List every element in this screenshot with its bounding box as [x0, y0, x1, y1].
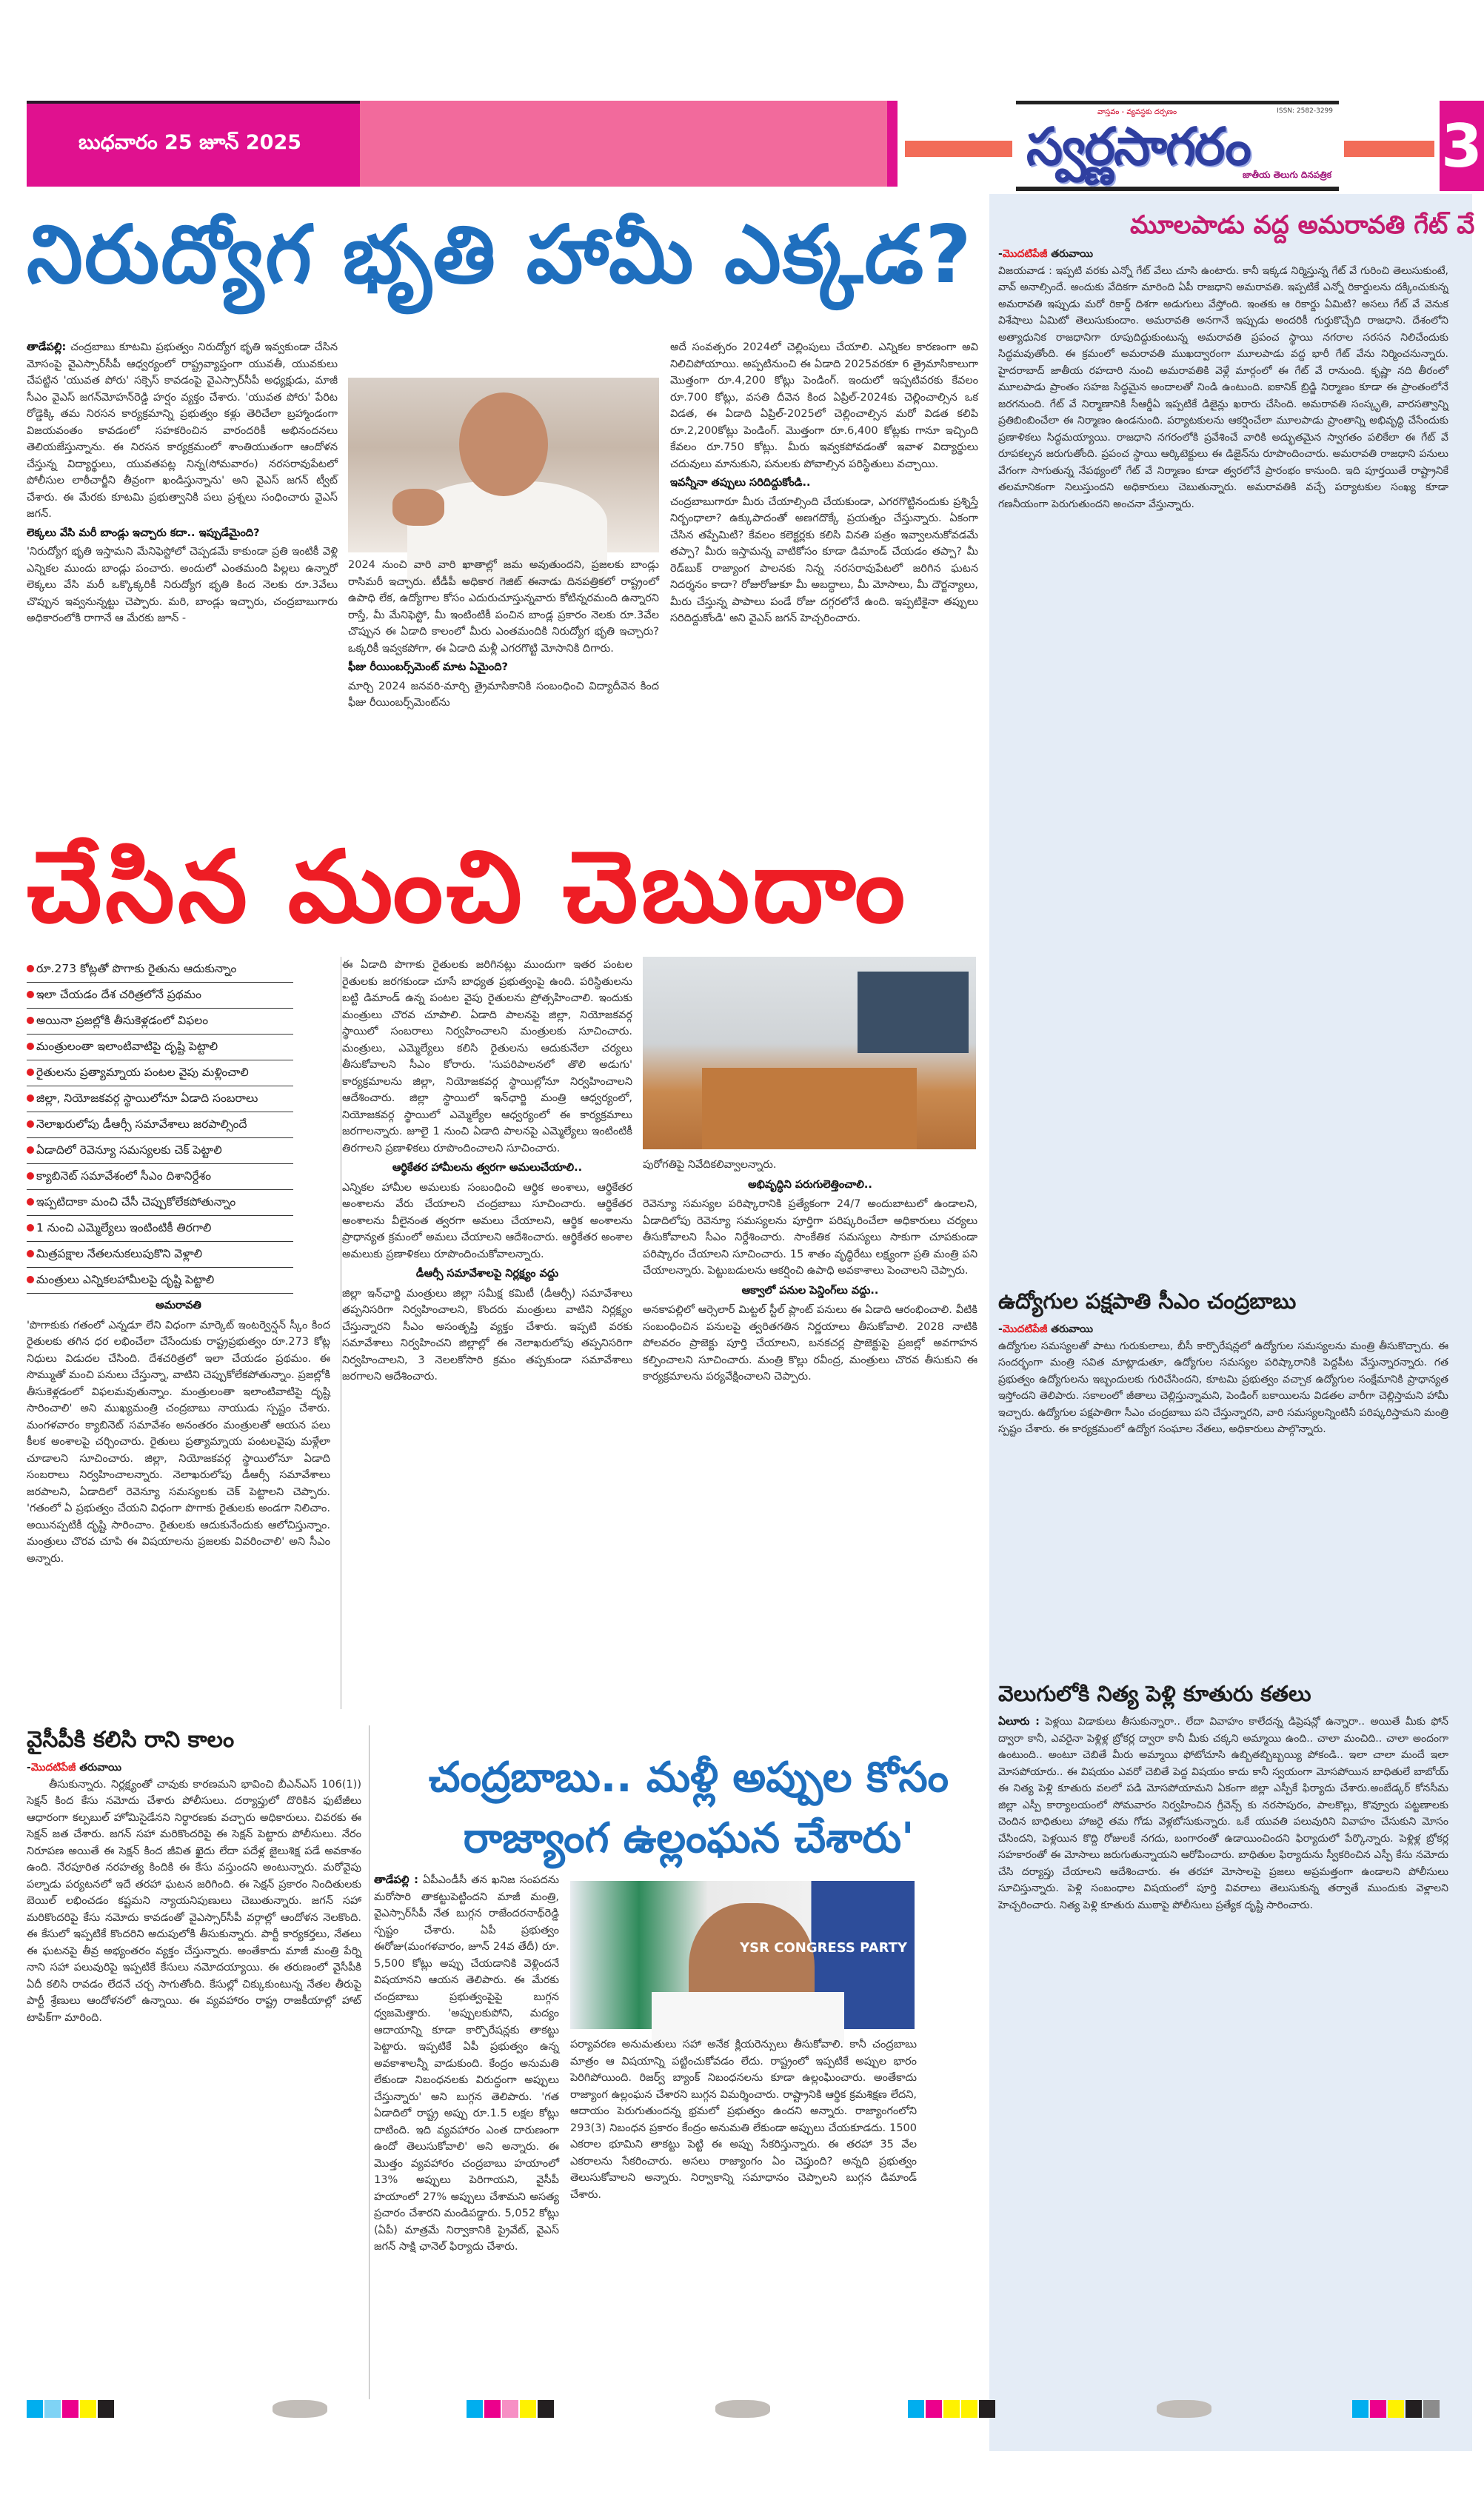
red-bullet-icon — [27, 1146, 34, 1154]
article1-subhead: ఫీజు రీయింబర్స్‌మెంట్ మాట ఏమైంది? — [348, 661, 508, 673]
article-text: మార్చి 2024 జనవరి-మార్చి త్రైమాసికానికి సంబంధించి విద్యాదీవెన కింద ఫీజు రీయింబర్స్‌మెంట్‌ను — [348, 680, 659, 709]
highlight-item: ఇప్పటిదాకా మంచి చేసీ చెప్పుకోలేకపోతున్నాం — [27, 1190, 293, 1216]
article-text: 'పొగాకుకు గతంలో ఎన్నడూ లేని విధంగా మార్కెట్ ఇంటర్వెన్షన్ స్కీం కింద రైతులకు తగిన ధర లభించేలా చేసేందుకు రాష్ట్రప్రభుత్వం రూ.273 కోట్ల నిధులు విడుదల చేసింది. దేశచరిత్రలో ఇలా చేయడం ప్రథమం. ఈ సొమ్ముతో మంచి పనులు చేస్తున్నా, వాటిని చెప్పుకోలేకపోతున్నాం. ప్రజల్లోకి తీసుకెళ్లడంలో విఫలమవుతున్నాం. మంత్రులంతా ఇలాంటివాటిపై దృష్టి సారించాలి' అని ముఖ్యమంత్రి చంద్రబాబు నాయుడు స్పష్టం చేశారు. మంగళవారం క్యాబినెట్ సమావేశం అనంతరం మంత్రులతో ఆయన పలు కీలక అంశాలపై చర్చించారు. రైతులు ప్రత్యామ్నాయ పంటలవైపు మళ్లేలా చూడాలని సూచించారు. జిల్లా, నియోజకవర్గ స్థాయిలోనూ ఏడాది సంబరాలు నిర్వహించాలన్నారు. నెలాఖరులోపు డీఆర్సీ సమావేశాలు జరపాలని, ఏడాదిలో రెవెన్యూ సమస్యలకు చెక్ పెట్టాలని చెప్పారు. 'గతంలో ఏ ప్రభుత్వం చేయని విధంగా పొగాకు రైతులకు అండగా నిలిచాం. అయినప్పటికీ దృష్టి సారించాం. రైతులకు ఆదుకునేందుకు ఆలోచిస్తున్నాం. మంత్రులు చొరవ చూపి ఈ విషయాలను ప్రజలకు వివరించాలి' అని సీఎం అన్నారు. — [27, 1319, 330, 1565]
highlight-item: మంత్రులు ఎన్నికలహామీలపై దృష్టి పెట్టాలి — [27, 1268, 293, 1294]
sidebar — [989, 194, 1475, 2451]
highlight-item: మిత్రపక్షాల నేతలనుకలుపుకొని వెళ్లాలి — [27, 1242, 293, 1268]
highlight-item: 1 నుంచి ఎమ్మెల్యేలు ఇంటింటికీ తిరగాలి — [27, 1216, 293, 1242]
continued-note: -మొదటిపేజీ తరువాయి — [27, 1762, 121, 1774]
place-label: అమరావతి — [156, 1300, 201, 1311]
red-bullet-icon — [27, 1250, 34, 1257]
color-swatch — [467, 2400, 483, 2418]
dateline: ఏలూరు : — [998, 1716, 1040, 1728]
color-swatch — [961, 2400, 977, 2418]
article4-headline-line2: రాజ్యాంగ ఉల్లంఘన చేశారు' — [463, 1814, 915, 1862]
article1-subhead: లెక్కలు వేసి మరీ బాండ్లు ఇచ్చారు కదా.. ఇప్పుడేమైంది? — [27, 527, 260, 539]
highlight-item: మంత్రులంతా ఇలాంటివాటిపై దృష్టి పెట్టాలి — [27, 1035, 293, 1060]
masthead-pink-fill — [360, 101, 898, 187]
color-swatch — [1406, 2400, 1422, 2418]
article1-col3 — [670, 339, 978, 783]
sidebar-story3 — [998, 1714, 1448, 2424]
color-swatch — [44, 2400, 61, 2418]
color-swatch — [979, 2400, 995, 2418]
color-swatch — [1388, 2400, 1404, 2418]
sidebar-story1-body: విజయవాడ : ఇప్పటి వరకు ఎన్నో గేట్ వేలు చూసి ఉంటారు. కానీ ఇక్కడ నిర్మిస్తున్న గేట్ వే గురించి తెలుసుకుంటే, వావ్ అనాల్సిందే. అందుకు వేదికగా మారింది ఏపీ రాజధాని అమరావతి. ఇప్పటికే ఎన్నో రికార్డులను దక్కించుకున్న అమరావతి ఇప్పుడు మరో రికార్డ్ దిశగా అడుగులు వేస్తోంది. ఇంతకు ఆ రికార్డు ఏమిటి? అసలు గేట్ వే వెనుక విశేషాలు ఏమిటో తెలుసుకుందాం. అమరావతి అనగానే ఇప్పుడు అందరికీ గుర్తుకొచ్చేది రాజధాని. దేశంలోని అత్యాధునిక రాజధానిగా రూపుదిద్దుకుంటున్న అమరావతి ప్రపంచ స్థాయి నగరాల సరసన నిలిచేందుకు సిద్ధమవుతోంది. ఈ క్రమంలో అమరావతి ముఖద్వారంగా మూలపాడు వద్ద భారీ గేట్ వేను నిర్మించనున్నారు. హైదరాబాద్ జాతీయ రహదారి నుంచి అమరావతికి వెళ్లే మార్గంలో ఈ గేట్ వే రానుంది. కృష్ణా నది తీరంలో మూలపాడు ప్రాంతం సహజ సిద్ధమైన అందాలతో నిండి ఉంటుంది. ఐకానిక్ బ్రిడ్జి నిర్మాణం కూడా ఈ ప్రాంతంలోనే జరగనుంది. గేట్ వే నిర్మాణానికి సీఆర్డీఏ ఇప్పటికే డిజైన్లు ఖరారు చేసింది. అమరావతి సంస్కృతి, వారసత్వాన్ని ప్రతిబింబించేలా ఈ నిర్మాణం ఉండనుంది. పర్యాటకులను ఆకర్షించేలా మూలపాడు ప్రాంతాన్ని అభివృద్ధి చేసేందుకు ప్రణాళికలు సిద్ధమయ్యాయి. రాజధాని నగరంలోకి ప్రవేశించే వారికి అద్భుతమైన స్వాగతం పలికేలా ఈ గేట్ వే రూపకల్పన జరుగుతోంది. ప్రపంచ స్థాయి ఆర్కిటెక్టులు ఈ డిజైన్‌ను రూపొందించారు. అమరావతి రాజధాని పనులు వేగంగా సాగుతున్న నేపథ్యంలో గేట్ వే నిర్మాణం కూడా త్వరలోనే ప్రారంభం కానుంది. ఇది పూర్తయితే రాష్ట్రానికే తలమానికంగా నిలుస్తుందని అధికారులు చెబుతున్నారు. అమరావతికి వచ్చే పర్యాటకుల సంఖ్య కూడా గణనీయంగా పెరుగుతుందని అంచనా వేస్తున్నారు. — [998, 264, 1448, 510]
highlight-item: జిల్లా, నియోజకవర్గ స్థాయిలోనూ ఏడాది సంబరాలు — [27, 1086, 293, 1112]
sidebar-story2-body: ఉద్యోగుల సమస్యలతో పాటు గురుకులాలు, బీసీ కార్పొరేషన్లలో ఉద్యోగుల సమస్యలను మంత్రి తీసుకొచ్చారు. ఈ సందర్భంగా మంత్రి సవిత మాట్లాడుతూ, ఉద్యోగుల సమస్యల పరిష్కారానికి పెద్దపీట వేస్తున్నారన్నారు. గత ప్రభుత్వం ఉద్యోగులను ఇబ్బందులకు గురిచేసిందని, కూటమి ప్రభుత్వం వచ్చాక ఉద్యోగుల సంక్షేమానికి ప్రాధాన్యత ఇస్తోందని తెలిపారు. సకాలంలో జీతాలు చెల్లిస్తున్నామని, పెండింగ్ బకాయిలను విడతల వారీగా చెల్లిస్తామని హామీ ఇచ్చారు. ఉద్యోగుల పక్షపాతిగా సీఎం చంద్రబాబు పని చేస్తున్నారని, వారి సమస్యలన్నింటినీ పరిష్కరిస్తామని మంత్రి స్పష్టం చేశారు. ఈ కార్యక్రమంలో ఉద్యోగ సంఘాల నేతలు, అధికారులు పాల్గొన్నారు. — [998, 1340, 1448, 1435]
issue-date: బుధవారం 25 జూన్ 2025 — [27, 101, 360, 187]
photo-cabinet-meeting — [643, 957, 976, 1149]
masthead-divider-right — [1344, 141, 1434, 157]
photo-backdrop-text: YSR CONGRESS PARTY — [740, 1940, 907, 1956]
article4-headline[interactable] — [400, 1748, 977, 1869]
red-bullet-icon — [27, 1043, 34, 1050]
red-bullet-icon — [27, 1224, 34, 1231]
color-swatch — [1423, 2400, 1440, 2418]
sidebar-story1 — [998, 246, 1448, 1275]
highlight-item: క్యాబినెట్ సమావేశంలో సీఎం దిశానిర్దేశం — [27, 1164, 293, 1190]
article-text: రెవెన్యూ సమస్యల పరిష్కారానికి ప్రత్యేకంగా 24/7 అందుబాటులో ఉండాలని, ఏడాదిలోపు రెవెన్యూ సమస్యలను పూర్తిగా పరిష్కరించేలా అధికారులు చర్యలు తీసుకోవాలని సీఎం నిర్దేశించారు. సాంకేతిక సమస్యలు సాకుగా చూపకుండా పరిష్కారం చేయాలని సూచించారు. 15 శాతం వృద్ధిరేటు లక్ష్యంగా ప్రతి మంత్రి పని చేయాలన్నారు. పెట్టుబడులను ఆకర్షించి ఉపాధి అవకాశాలు పెంచాలని చెప్పారు. — [643, 1198, 977, 1277]
dateline: తాడేపల్లి: — [27, 341, 67, 353]
continued-note: -మొదటిపేజీ తరువాయి — [998, 1323, 1093, 1335]
masthead-divider-left — [905, 141, 1012, 157]
color-swatch — [98, 2400, 114, 2418]
photo-ys-jagan — [348, 378, 659, 552]
sidebar-story3-body: పెళ్లయి విడాకులు తీసుకున్నారా.. లేదా వివాహం కాలేదన్న డిప్రెషన్లో ఉన్నారా.. అయితే మీకు ఫోన్ ద్వారా కానీ, ఎవరైనా పెళ్లిళ్ల బ్రోకర్ల ద్వారా కానీ మీకు చక్కని అమ్మాయి ఉంది.. చాలా మంచిది.. చాలా అందంగా ఉంటుంది.. అంటూ చెబితే మీరు అమ్మాయి ఫోటోచూసి ఉబ్బితబ్బిబ్బయ్యి పోకండి.. ఇలా చాలా మందే ఇలా మోసపోయారు.. ఈ విషయం ఎవరో చెబితే పెద్ద విషయం కాదు కానీ స్వయంగా మోసపోయిన బాధితులే బాబోయ్ ఈ నిత్య పెళ్లి కూతురు వలలో పడి మోసపోయామని ఏకంగా జిల్లా ఎస్పీకే ఫిర్యాదు చేశారు.అంబేడ్కర్ కోనసీమ జిల్లా ఎస్పీ కార్యాలయంలో సోమవారం నిర్వహించిన గ్రీవెన్స్ కు నరసాపురం, పాలకొల్లు, కొవ్వూరు పట్టణాలకు చెందిన బాధితులు హాజరై తమ గోడు వెళ్లబోసుకున్నారు. ఒకే యువతి పలువురిని వివాహం చేసుకుని మోసం చేసిందని, పెళ్లయిన కొద్ది రోజులకే నగదు, బంగారంతో ఉడాయించిందని ఫిర్యాదులో పేర్కొన్నారు. పెళ్లిళ్ల బ్రోకర్ల సహకారంతో ఈ మోసాలు జరుగుతున్నాయని ఆరోపించారు. బాధితుల ఫిర్యాదును స్వీకరించిన ఎస్పీ కేసు నమోదు చేసి దర్యాప్తు చేయాలని ఆదేశించారు. ఈ తరహా మోసాలపై ప్రజలు అప్రమత్తంగా ఉండాలని పోలీసులు సూచిస్తున్నారు. పెళ్లి సంబంధాల విషయంలో పూర్తి వివరాలు తెలుసుకున్న తర్వాతే ముందుకు వెళ్లాలని హెచ్చరించారు. నిత్య పెళ్లి కూతురు ముఠాపై పోలీసులు ప్రత్యేక దృష్టి సారించారు. — [998, 1716, 1448, 1911]
registration-oval — [1157, 2400, 1211, 2418]
color-swatch — [943, 2400, 960, 2418]
article2-col2 — [342, 957, 632, 1709]
color-swatch — [1370, 2400, 1386, 2418]
article-text: 2024 నుంచి వారి వారి ఖాతాల్లో జమ అవుతుందని, ప్రజలకు బాండ్లు రాసిమరీ ఇచ్చారు. టీడీపీ అధికార గెజిట్ ఈనాడు దినపత్రికలో రాష్ట్రంలో ఉపాధి లేక, ఉద్యోగాల కోసం ఎదురుచూస్తున్నవారు కోటిన్నరమంది ఉన్నారని రాస్తే, మీ మేనిఫెస్టో, మీ ఇంటింటికీ పంచిన బాండ్ల ప్రకారం నెలకు రూ.3వేల చొప్పున ఈ ఏడాది కాలంలో మీరు ఎంతమందికి నిరుద్యోగ భృతి ఇచ్చారు? ఒక్కరికీ ఇవ్వకపోగా, ఈ ఏడాది మళ్లీ ఎగరగొట్టి మోసానికి దిగారు. — [348, 559, 659, 655]
color-swatch — [520, 2400, 536, 2418]
red-bullet-icon — [27, 1120, 34, 1128]
article-text: అదే సంవత్సరం 2024లో చెల్లింపులు చేయాలి. ఎన్నికల కారణంగా అవి నిలిచిపోయాయి. అప్పటినుంచి ఈ ఏడాది 2025వరకూ 6 త్రైమాసికాలుగా మొత్తంగా రూ.4,200 కోట్లు పెండింగ్. ఇందులో ఇప్పటివరకు కేవలం రూ.700 కోట్లు, వసతి దీవెన కింద ఏప్రిల్-2024కు చెల్లించాల్సిన ఒక విడత, ఈ ఏడాది ఏప్రిల్-2025లో చెల్లించాల్సిన మరో విడత కలిపి రూ.2,200కోట్లు పెండింగ్. మొత్తంగా రూ.6,400 కోట్లకు గానూ ఇచ్చింది కేవలం రూ.750 కోట్లు. మీరు ఇవ్వకపోవడంతో ఇవాళ విద్యార్థులు చదువులు మానుకుని, పనులకు పోవాల్సిన పరిస్థితులు వచ్చాయి. — [670, 341, 978, 470]
sidebar-story3-headline[interactable]: వెలుగులోకి నిత్య పెళ్లి కూతురు కతలు — [998, 1681, 1311, 1706]
red-bullet-icon — [27, 1172, 34, 1180]
color-bar — [908, 2400, 995, 2418]
sidebar-story2-headline[interactable]: ఉద్యోగుల పక్షపాతి సీఎం చంద్రబాబు — [998, 1289, 1297, 1314]
color-swatch — [538, 2400, 554, 2418]
registration-oval — [715, 2400, 770, 2418]
article4-col1 — [374, 1872, 559, 2398]
continued-note: -మొదటిపేజీ తరువాయి — [998, 248, 1093, 260]
logo-tagline: వాస్తవం - వ్యవస్థకు దర్పణం — [1097, 108, 1177, 116]
highlight-item: అయినా ప్రజల్లోకి తీసుకెళ్లడంలో విఫలం — [27, 1009, 293, 1035]
article-text: అనకాపల్లిలో ఆర్సెలార్ మిట్టల్ స్టీల్ ప్లాంట్ పనులు ఈ ఏడాది ఆరంభించాలి. వీటికి సంబంధించిన పనులపై త్వరితగతిన నిర్ణయాలు తీసుకోవాలి. 2028 నాటికి పోలవరం ప్రాజెక్టు పూర్తి చేయాలని, బనకచర్ల ప్రాజెక్టుపై ప్రజల్లో అవగాహన కల్పించాలని సూచించారు. మంత్రి కొల్లు రవీంద్ర, మంత్రులు చొరవ తీసుకుని ఈ కార్యక్రమాలను పర్యవేక్షించాలని చెప్పారు. — [643, 1304, 977, 1383]
color-swatch — [926, 2400, 942, 2418]
article-text: ఏపీఎండీసీ తన ఖనిజ సంపదను మరోసారి తాకట్టుపెట్టిందని మాజీ మంత్రి, వైఎస్సార్‌సీపీ నేత బుగ్గన రాజేందరనాథ్‌రెడ్డి స్పష్టం చేశారు. ఏపీ ప్రభుత్వం ఈరోజు(మంగళవారం, జూన్ 24వ తేదీ) రూ. 5,500 కోట్లు అప్పు చేయడానికి వెళ్లిందనే విషయానని ఆయన తెలిపారు. ఈ మేరకు చంద్రబాబు ప్రభుత్వంపైపై బుగ్గన ధ్వజమెత్తారు. 'అప్పులకుపోని, మద్యం ఆదాయాన్ని కూడా కార్పొరేషన్లకు తాకట్టు పెట్టారు. ఇప్పటికే ఏపీ ప్రభుత్వం ఉన్న అవకాశాలన్నీ వాడుకుంది. కేంద్రం అనుమతి లేకుండా నిబంధనలకు విరుద్ధంగా అప్పులు చేస్తున్నారు' అని బుగ్గన తెలిపారు. 'గత ఏడాదిలో రాష్ట్ర అప్పు రూ.1.5 లక్షల కోట్లు దాటింది. ఇది వ్యవహారం ఎంత దారుణంగా ఉందో తెలుసుకోవాలి' అని అన్నారు. ఈ మొత్తం వ్యవహారం చంద్రబాబు హయాంలో 13% అప్పులు పెరిగాయని, వైసీపీ హయాంలో 27% అప్పులు చేశామని అసత్య ప్రచారం చేశారని మండిపడ్డారు. 5,052 కోట్లు (ఏపీ) మాత్రమే నిర్వాకానికి ప్రైవేట్, వైఎస్ జగన్ సాక్షి ఛానెల్ ఫిర్యాదు చేశారు. — [374, 1874, 559, 2253]
color-swatch — [502, 2400, 518, 2418]
sidebar-story1-headline[interactable]: మూలపాడు వద్ద అమరావతి గేట్ వే — [1130, 210, 1475, 240]
article3-body-col — [27, 1759, 361, 2396]
color-bar — [1352, 2400, 1440, 2418]
logo-title: స్వర్ణసాగరం — [1026, 116, 1250, 177]
masthead-date-bar — [27, 101, 898, 187]
dateline: తాడేపల్లి : — [374, 1874, 418, 1886]
red-bullet-icon — [27, 1017, 34, 1024]
red-bullet-icon — [27, 1094, 34, 1102]
article2-highlights — [27, 957, 293, 1294]
color-swatch — [908, 2400, 924, 2418]
color-swatch — [80, 2400, 96, 2418]
red-bullet-icon — [27, 1069, 34, 1076]
article-text: జిల్లా ఇన్‌ఛార్జి మంత్రులు జిల్లా సమీక్ష కమిటీ (డీఆర్సీ) సమావేశాలు తప్పనిసరిగా నిర్వహించాలని, కొందరు మంత్రులు వాటిని నిర్లక్ష్యం చేస్తున్నారని సీఎం అసంతృప్తి వ్యక్తం చేశారు. ఇప్పటి వరకు సమావేశాలు నిర్వహించని జిల్లాల్లో ఈ నెలాఖరులోపు తప్పనిసరిగా నిర్వహించాలని, 3 నెలలకోసారి క్రమం తప్పకుండా సమావేశాలు జరగాలని ఆదేశించారు. — [342, 1287, 632, 1383]
article4-col2 — [570, 2036, 917, 2399]
color-swatch — [62, 2400, 78, 2418]
article1-headline[interactable]: నిరుద్యోగ భృతి హామీ ఎక్కడ? — [27, 209, 973, 301]
article-text: ఎన్నికల హామీల అమలుకు సంబంధించి ఆర్థిక అంశాలు, ఆర్థికేతర అంశాలను వేరు చేయాలని చంద్రబాబు సూచించారు. ఆర్థికేతర అంశాలను వీలైనంత త్వరగా అమలు చేయాలని, ఆర్థిక అంశాలను ప్రాధాన్యత క్రమంలో అమలు చేయాలని ఆదేశించారు. ఆర్థికేతర అంశాల అమలుకు ప్రణాళికలు రూపొందించుకోవాలన్నారు. — [342, 1181, 632, 1260]
registration-oval — [273, 2400, 327, 2418]
article2-headline[interactable]: చేసిన మంచి చెబుదాం — [27, 829, 909, 945]
color-swatch — [27, 2400, 43, 2418]
article-text: పురోగతిపై నివేదికలివ్వాలన్నారు. — [643, 1159, 777, 1171]
red-bullet-icon — [27, 991, 34, 998]
color-bar — [467, 2400, 554, 2418]
article2-subhead: ఆక్వాలో పనుల పెన్డింగ్‌లు వద్దు.. — [741, 1284, 879, 1297]
highlight-item: ఇలా చేయడం దేశ చరిత్రలోనే ప్రథమం — [27, 983, 293, 1009]
photo-buggana-rajendranath — [570, 1881, 915, 2029]
article-text: చంద్రబాబు కూటమి ప్రభుత్వం నిరుద్యోగ భృతి ఇవ్వకుండా చేసిన మోసంపై వైఎస్సార్‌సీపీ ఆధ్వర్యంలో రాష్ట్రవ్యాప్తంగా యువతీ, యువకులు చేపట్టిన 'యువత పోరు' సక్సెస్ కావడంపై వైఎస్సార్‌సీపీ అధ్యక్షుడు, మాజీ సీఎం వైఎస్ జగన్‌మోహన్‌రెడ్డి హర్షం వ్యక్తం చేశారు. 'యువత పోరు' పేరిట రోడ్డెక్కి తమ నిరసన కార్యక్రమాన్ని ప్రభుత్వం కళ్లు తెరిచేలా బ్రహ్మాండంగా విజయవంతం కావడంలో సహకరించిన వారందరికీ అభినందనలు తెలియజేస్తున్నాను. ఈ నిరసన కార్యక్రమంలో శాంతియుతంగా ఆందోళన చేస్తున్న విద్యార్థులు, యువతపట్ల నిన్న(సోమవారం) నరసరావుపేటలో పోలీసుల లాఠీచార్జీని తీవ్రంగా ఖండిస్తున్నాను' అని వైఎస్ జగన్ ట్వీట్ చేశారు. ఈ మేరకు కూటమి ప్రభుత్వానికి పలు ప్రశ్నలు సంధించారు వైఎస్ జగన్. — [27, 341, 338, 520]
highlight-item: రైతులను ప్రత్యామ్నాయ పంటల వైపు మళ్లించాలి — [27, 1060, 293, 1086]
logo-subtitle: జాతీయ తెలుగు దినపత్రిక — [1243, 170, 1331, 180]
color-swatch — [484, 2400, 501, 2418]
article-text: ఈ ఏడాది పొగాకు రైతులకు జరిగినట్లు ముందుగా ఇతర పంటల రైతులకు జరగకుండా చూసే బాధ్యత ప్రభుత్వంపై ఉంది. పరిస్థితులను బట్టి డిమాండ్ ఉన్న పంటల వైపు రైతులను ప్రోత్సహించాలి. ఇందుకు మంత్రులు చొరవ చూపాలి. ఏడాది పాలనపై జిల్లా, నియోజకవర్గ స్థాయిలో సంబరాలు నిర్వహించాలని మంత్రులకు సూచించారు. మంత్రులు, ఎమ్మెల్యేలు కలిసి రైతులను ఆదుకునేలా చర్యలు తీసుకోవాలని సీఎం కోరారు. 'సుపరిపాలనలో తొలి అడుగు' కార్యక్రమాలను జిల్లా, నియోజకవర్గ స్థాయిల్లోనూ నిర్వహించాలని ఆదేశించారు. జిల్లా స్థాయిలో ఇన్‌ఛార్జి మంత్రి ఆధ్వర్యంలో, నియోజకవర్గ స్థాయిలో ఎమ్మెల్యేల ఆధ్వర్యంలో ఈ కార్యక్రమాలు జరగాలన్నారు. జూలై 1 నుంచి ఏడాది పాలనపై ఎమ్మెల్యేలు ఇంటింటికీ తిరగాలని ప్రణాళికలు రూపొందించాలని సూచించారు. — [342, 959, 632, 1154]
sidebar-story2 — [998, 1321, 1448, 1669]
highlight-item: రూ.273 కోట్లతో పొగాకు రైతును ఆదుకున్నాం — [27, 957, 293, 983]
article-text: తీసుకున్నారు. నిర్లక్ష్యంతో చావుకు కారణమని భావించి బీఎన్ఎస్ 106(1)) సెక్షన్ కింద కేసు నమోదు చేశారు పోలీసులు. దర్యాప్తులో దొరికిన ఫుటేజీలు ఆధారంగా కల్పబుల్ హోమిసైడేనని నిర్ధారణకు వచ్చారు అధికారులు. చివరకు ఈ సెక్షన్ జత చేశారు. జగన్ సహా మరికొందరిపై ఈ సెక్షన్ పెట్టారు పోలీసులు. నేరం నిరూపణ అయితే ఈ సెక్షన్ కింద జీవిత ఖైదు లేదా పదేళ్ల జైలుశిక్ష పడే అవకాశం ఉంది. నేరపూరిత నరహత్య కిందికి ఈ కేసు వస్తుందని అంటున్నారు. మరోవైపు పల్నాడు పర్యటనలో ఇదే తరహా ఘటన జరిగింది. ఈ సెక్షన్ ప్రకారం నిందితులకు బెయిల్ లభించడం కష్టమని న్యాయనిపుణులు చెబుతున్నారు. జగన్ సహా మరికొందరిపై కేసు నమోదు కావడంతో వైఎస్సార్‌సీపీ వర్గాల్లో ఆందోళన నెలకొంది. ఈ కేసులో ఇప్పటికే కొందరిని అదుపులోకి తీసుకున్నారు. పార్టీ కార్యకర్తలు, నేతలు ఈ ఘటనపై తీవ్ర అభ్యంతరం వ్యక్తం చేస్తున్నారు. అంతేకాదు మాజీ మంత్రి పేర్ని నాని సహా పలువురిపై ఇప్పటికే కేసులు నమోదయ్యాయి. ఈ తరుణంలో వైసీపీకి ఏదీ కలిసి రావడం లేదనే చర్చ సాగుతోంది. కేసుల్లో చిక్కుకుంటున్న నేతల తీరుపై పార్టీ శ్రేణులు ఆందోళనలో ఉన్నాయి. ఈ వ్యవహారం రాష్ట్ర రాజకీయాల్లో హాట్ టాపిక్‌గా మారింది. — [27, 1778, 361, 2024]
color-bar — [27, 2400, 114, 2418]
article2-col1 — [27, 1294, 330, 1709]
article1-subhead: ఇవన్నీనా తప్పులు సరిదిద్దుకోండి.. — [670, 477, 811, 489]
column-rule — [369, 1725, 370, 2399]
article3-headline[interactable]: వైసీపీకి కలిసి రాని కాలం — [27, 1727, 235, 1753]
article-text: చంద్రబాబుగారూ మీరు చేయాల్సింది చేయకుండా, ఎగరగొట్టినందుకు ప్రశ్నిస్తే నిర్బంధాలా? ఉక్కుపాదంతో అణగదొక్కే ప్రయత్నం చేస్తున్నారు. ఏకంగా చేసిన తప్పేమిటి? కేవలం కలెక్టర్లకు కలిసి వినతి పత్రం ఇవ్వాలనుకోవడమే తప్పా? మీరు ఇస్తామన్న వాటికోసం కూడా డిమాండ్ చేయడం తప్పా? మీ రెడ్‌బుక్ రాజ్యాంగ పాలనకు నిన్న నరసరావుపేటలో జరిగిన ఘటన నిదర్శనం కాదా? రోజురోజుకూ మీ అబద్ధాలు, మీ మోసాలు, మీ దౌర్జన్యాలు, మీరు చేస్తున్న పాపాలు పండే రోజు దగ్గరలోనే ఉంది. ఇప్పటికైనా తప్పులు సరిదిద్దుకోండి' అని వైఎస్ జగన్ హెచ్చరించారు. — [670, 495, 978, 624]
highlight-item: నెలాఖరులోపు డీఆర్సీ సమావేశాలు జరపాల్సిందే — [27, 1112, 293, 1138]
article1-col1 — [27, 339, 338, 783]
article2-col3 — [643, 1157, 977, 1709]
article1-col2 — [348, 557, 659, 783]
article2-subhead: అభివృద్ధిని పరుగులెత్తించాలి.. — [748, 1178, 872, 1191]
red-bullet-icon — [27, 965, 34, 972]
newspaper-logo[interactable] — [1016, 101, 1339, 191]
article4-headline-line1: చంద్రబాబు.. మళ్లీ అప్పుల కోసం — [428, 1754, 949, 1802]
highlight-item: ఏడాదిలో రెవెన్యూ సమస్యలకు చెక్ పెట్టాలి — [27, 1138, 293, 1164]
article-text: 'నిరుద్యోగ భృతి ఇస్తామని మేనిఫెస్టోలో చెప్పడమే కాకుండా ప్రతి ఇంటికీ వెళ్లి ఎన్నికల ముందు బాండ్లు పంచారు. అందులో ఎంతమంది పిల్లలు ఉన్నారో లెక్కలు వేసి మరీ ఒక్కొక్కరికీ నిరుద్యోగ భృతి కింద నెలకు రూ.3వేలు చొప్పున ఇవ్వనున్నట్టు చెప్పారు. మరి, బాండ్లు ఇచ్చారు, చంద్రబాబుగారు అధికారంలోకి రాగానే ఆ మేరకు జూన్ - — [27, 546, 338, 624]
red-bullet-icon — [27, 1276, 34, 1283]
color-swatch — [1352, 2400, 1368, 2418]
logo-issn: ISSN: 2582-3299 — [1277, 107, 1333, 115]
red-bullet-icon — [27, 1198, 34, 1206]
article-text: పర్యావరణ అనుమతులు సహా అనేక క్లియరెన్సులు తీసుకోవాలి. కానీ చంద్రబాబు మాత్రం ఆ విషయాన్ని పట్టించుకోవడం లేదు. రాష్ట్రంలో ఇప్పటికే అప్పుల భారం పెరిగిపోయింది. రిజర్వ్ బ్యాంక్ నిబంధనలను కూడా ఉల్లంఘించారు. అంతేకాదు రాజ్యాంగ ఉల్లంఘన చేశారని బుగ్గన విమర్శించారు. రాష్ట్రానికి ఆర్థిక క్రమశిక్షణ లేదని, ఆదాయం పెరుగుతుందన్న భ్రమలో ప్రభుత్వం ఉందని అన్నారు. రాజ్యాంగంలోని 293(3) నిబంధన ప్రకారం కేంద్రం అనుమతి లేకుండా అప్పులు చేయకూడదు. 1500 ఎకరాల భూమిని తాకట్టు పెట్టి ఈ అప్పు సేకరిస్తున్నారు. ఈ తరహా 35 వేల ఎకరాలను సేకరించారు. అసలు రాజ్యాంగం ఏం చెప్తుంది? అన్నది ప్రభుత్వం తెలుసుకోవాలని అన్నారు. నిర్వాకాన్ని సమాధానం చెప్పాలని బుగ్గన డిమాండ్ చేశారు. — [570, 2039, 917, 2201]
article2-subhead: ఆర్థికేతర హామీలను త్వరగా అమలుచేయాలి.. — [392, 1162, 583, 1174]
article2-subhead: డీఆర్సీ సమావేశాలపై నిర్లక్ష్యం వద్దు — [415, 1268, 559, 1280]
page-number: 3 — [1440, 101, 1484, 191]
